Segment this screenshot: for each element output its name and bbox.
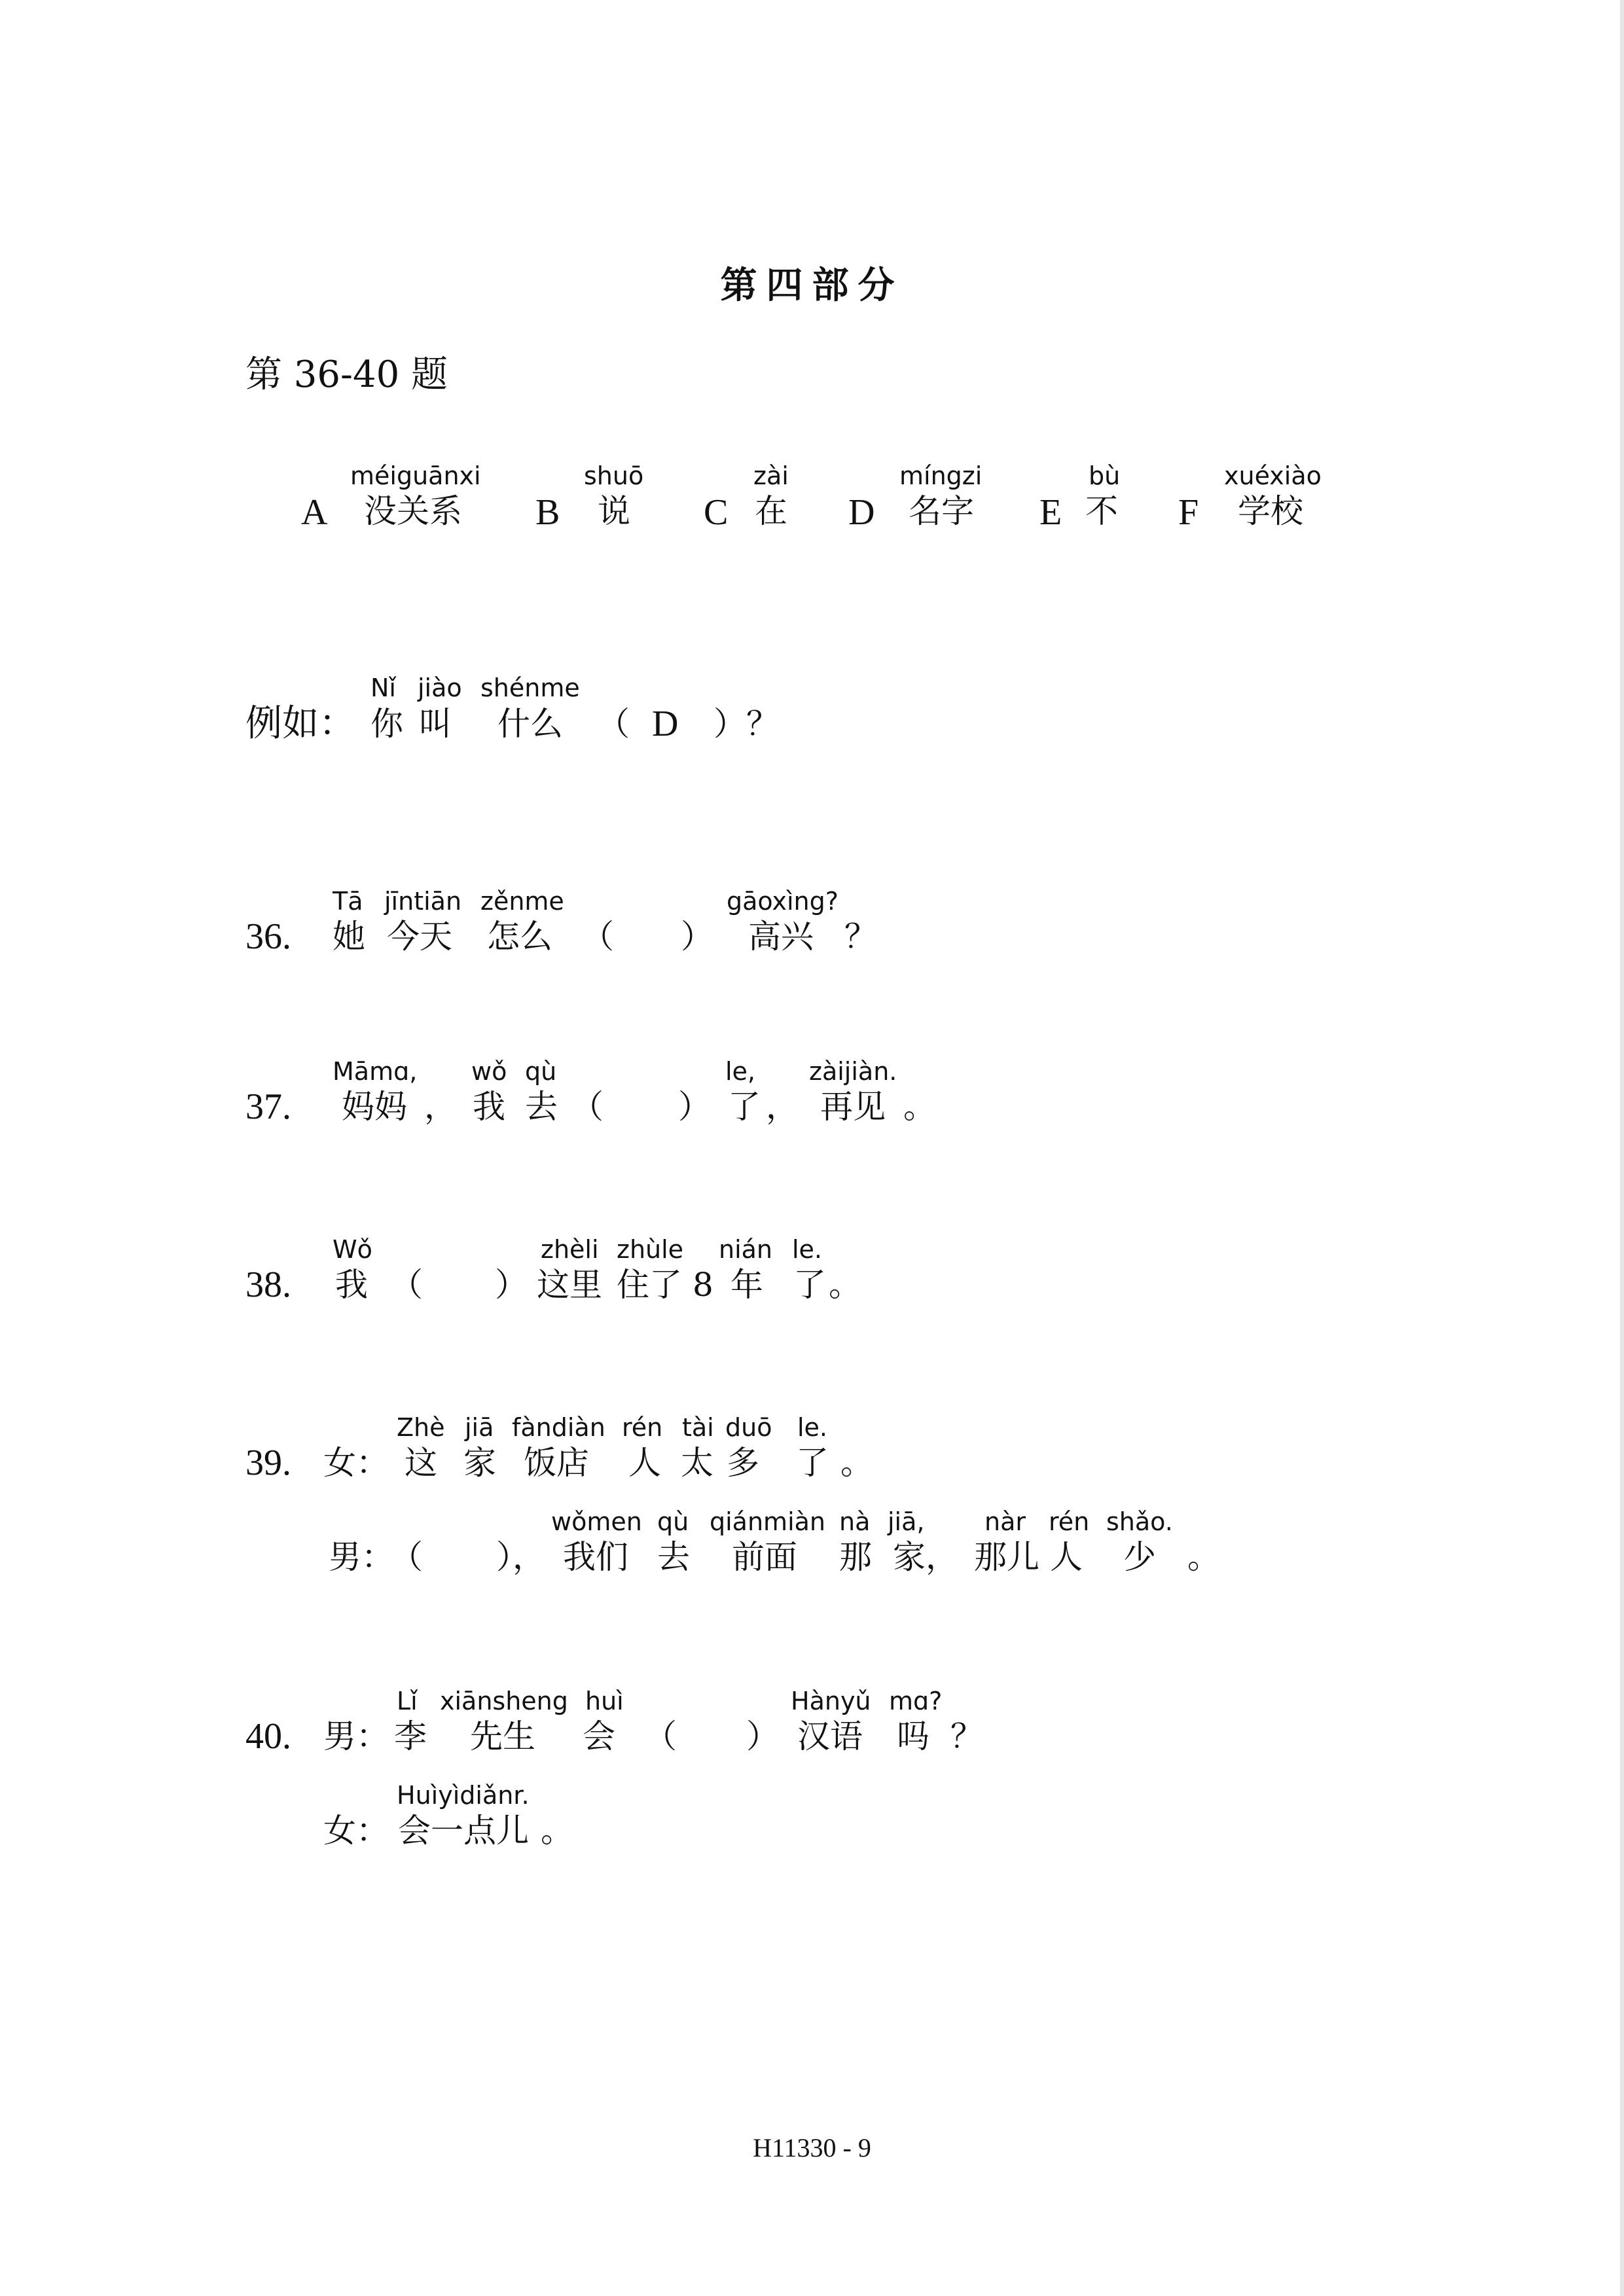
q37-pinyin: qù: [525, 1057, 557, 1086]
q40-hanzi-line2: 。: [541, 1812, 573, 1850]
q39-hanzi-line2: 。: [1187, 1538, 1220, 1576]
example-pinyin: Nǐ: [370, 673, 396, 702]
q39-hanzi-line2: 人: [1050, 1538, 1083, 1576]
q39-hanzi-line1: 了: [796, 1444, 829, 1482]
q40-paren-close: ）: [746, 1717, 779, 1755]
q39-number: 39.: [245, 1443, 291, 1483]
q40-pinyin-line2: Huìyìdiǎnr.: [397, 1781, 530, 1810]
q38-pinyin: nián: [719, 1235, 773, 1264]
q40-pinyin-line1: huì: [585, 1687, 624, 1715]
q40-speaker-female: 女：: [323, 1812, 389, 1850]
q37-pinyin: le,: [725, 1057, 756, 1086]
q36-hanzi: ？: [844, 918, 877, 956]
q40-pinyin-line1: xiānsheng: [440, 1687, 568, 1715]
q39-hanzi-line2: 我们: [563, 1538, 628, 1576]
q37-hanzi: 了: [728, 1088, 761, 1126]
q39-hanzi-line2: 少: [1123, 1538, 1156, 1576]
q36-hanzi: 她: [333, 918, 365, 956]
q38-pinyin: zhùle: [617, 1235, 684, 1264]
q39-hanzi-line1: 。: [840, 1444, 873, 1482]
q37-pinyin: Māmɑ,: [333, 1057, 418, 1086]
q39-hanzi-line1: 这: [405, 1444, 437, 1482]
option-a-pinyin: méiguānxi: [350, 461, 481, 490]
q38-hanzi: 了: [793, 1266, 826, 1304]
q36-pinyin: Tā: [333, 887, 363, 916]
option-a-letter: A: [301, 492, 328, 533]
example-hanzi: 什么: [497, 705, 563, 743]
q37-pinyin: wǒ: [471, 1057, 507, 1086]
q39-pinyin-line1: le.: [797, 1413, 828, 1442]
option-a-hanzi: 没关系: [364, 492, 462, 530]
q40-pinyin-line1: Lǐ: [397, 1687, 418, 1715]
q37-hanzi: ，: [424, 1088, 457, 1126]
q40-hanzi-line1: 吗: [897, 1717, 929, 1755]
q40-number: 40.: [245, 1716, 291, 1757]
q37-hanzi: 再见: [820, 1088, 886, 1126]
q40-pinyin-line1: mɑ?: [889, 1687, 943, 1715]
q38-hanzi: 这里: [537, 1266, 602, 1304]
q38-pinyin: Wǒ: [333, 1235, 372, 1264]
q39-hanzi-line2: 家，: [893, 1538, 958, 1576]
q39-pinyin-line1: jiā: [465, 1413, 494, 1442]
option-d-hanzi: 名字: [909, 492, 974, 530]
option-c-letter: C: [704, 492, 729, 533]
q39-paren-open: （: [390, 1538, 423, 1576]
q38-hanzi: 8: [693, 1266, 713, 1304]
q39-hanzi-line2: 那: [839, 1538, 872, 1576]
q39-hanzi-line1: 饭店: [524, 1444, 589, 1482]
q38-hanzi: 住了: [617, 1266, 682, 1304]
example-pinyin: shénme: [480, 673, 580, 702]
q39-pinyin-line2: wǒmen: [551, 1507, 642, 1536]
q36-pinyin: zěnme: [480, 887, 564, 916]
q39-hanzi-line2: 前面: [732, 1538, 797, 1576]
option-e-hanzi: 不: [1085, 492, 1118, 530]
option-b-hanzi: 说: [598, 492, 630, 530]
q37-hanzi: 我: [473, 1088, 505, 1126]
example-label: 例如：: [245, 702, 355, 745]
q38-hanzi: 我: [335, 1266, 368, 1304]
q40-speaker-male: 男：: [323, 1717, 389, 1755]
page-footer: H11330 - 9: [753, 2133, 871, 2162]
option-c-hanzi: 在: [755, 492, 787, 530]
q36-number: 36.: [245, 916, 291, 957]
option-b-pinyin: shuō: [584, 461, 644, 490]
q38-hanzi: 。: [829, 1266, 861, 1304]
q39-hanzi-line2: 去: [657, 1538, 690, 1576]
q38-pinyin: zhèli: [541, 1235, 599, 1264]
option-b-letter: B: [535, 492, 560, 533]
question-range: 第 36-40 题: [245, 353, 448, 396]
q39-pinyin-line2: nàr: [984, 1507, 1026, 1536]
q37-paren-close: ）: [678, 1088, 711, 1126]
example-answer: D: [652, 704, 679, 744]
q39-pinyin-line2: qù: [657, 1507, 689, 1536]
q39-pinyin-line2: nà: [839, 1507, 871, 1536]
q39-pinyin-line2: jiā,: [888, 1507, 925, 1536]
q40-paren-open: （: [644, 1717, 677, 1755]
option-d-pinyin: míngzi: [899, 461, 983, 490]
q39-pinyin-line1: duō: [725, 1413, 772, 1442]
option-d-letter: D: [848, 492, 875, 533]
q36-paren-open: （: [581, 918, 614, 956]
q39-pinyin-line1: Zhè: [397, 1413, 445, 1442]
q38-paren-close: ）: [495, 1266, 528, 1304]
q36-pinyin: jīntiān: [384, 887, 462, 916]
example-pinyin: jiào: [418, 673, 462, 702]
q38-number: 38.: [245, 1265, 291, 1305]
q36-paren-close: ）: [681, 918, 713, 956]
q40-hanzi-line1: 李: [394, 1717, 427, 1755]
q36-hanzi: 怎么: [487, 918, 552, 956]
q39-speaker-female: 女：: [323, 1444, 389, 1482]
q39-hanzi-line2: 那儿: [974, 1538, 1039, 1576]
q36-hanzi: 高兴: [748, 918, 814, 956]
q37-paren-open: （: [571, 1088, 604, 1126]
option-f-pinyin: xuéxiào: [1224, 461, 1322, 490]
option-f-letter: F: [1178, 492, 1199, 533]
q36-pinyin: gāoxìng?: [727, 887, 839, 916]
section-title: 第四部分: [720, 264, 904, 307]
q39-pinyin-line2: qiánmiàn: [710, 1507, 825, 1536]
q37-pinyin: zàijiàn.: [809, 1057, 897, 1086]
q39-hanzi-line1: 人: [628, 1444, 661, 1482]
q39-hanzi-line1: 家: [463, 1444, 496, 1482]
q40-hanzi-line1: 汉语: [797, 1717, 863, 1755]
q37-hanzi: 去: [525, 1088, 558, 1126]
q40-hanzi-line2: 会一点儿: [398, 1812, 529, 1850]
q37-number: 37.: [245, 1086, 291, 1127]
q40-hanzi-line1: 会: [583, 1717, 615, 1755]
q38-paren-open: （: [390, 1266, 423, 1304]
option-e-letter: E: [1039, 492, 1062, 533]
q39-pinyin-line1: rén: [622, 1413, 663, 1442]
option-e-pinyin: bù: [1089, 461, 1121, 490]
example-paren-close: ）？: [713, 705, 779, 743]
q39-speaker-male: 男：: [329, 1538, 394, 1576]
q38-hanzi: 年: [731, 1266, 763, 1304]
page-edge: [1620, 0, 1624, 2296]
q39-pinyin-line1: tài: [682, 1413, 714, 1442]
q40-hanzi-line1: ？: [950, 1717, 983, 1755]
q37-hanzi: ，: [766, 1088, 799, 1126]
q39-hanzi-line1: 多: [727, 1444, 759, 1482]
q39-paren-close: ），: [496, 1538, 545, 1576]
q39-hanzi-line1: 太: [681, 1444, 713, 1482]
q38-pinyin: le.: [792, 1235, 823, 1264]
q40-pinyin-line1: Hànyǔ: [791, 1687, 871, 1715]
option-c-pinyin: zài: [753, 461, 789, 490]
option-f-hanzi: 学校: [1238, 492, 1303, 530]
q36-hanzi: 今天: [387, 918, 452, 956]
q39-pinyin-line2: rén: [1049, 1507, 1090, 1536]
example-hanzi: 你: [370, 705, 403, 743]
q37-hanzi: 。: [903, 1088, 936, 1126]
example-paren-open: （: [597, 705, 630, 743]
example-hanzi: 叫: [419, 705, 452, 743]
q39-pinyin-line2: shǎo.: [1106, 1507, 1173, 1536]
q40-hanzi-line1: 先生: [470, 1717, 535, 1755]
q39-pinyin-line1: fàndiàn: [512, 1413, 605, 1442]
q37-hanzi: 妈妈: [342, 1088, 407, 1126]
